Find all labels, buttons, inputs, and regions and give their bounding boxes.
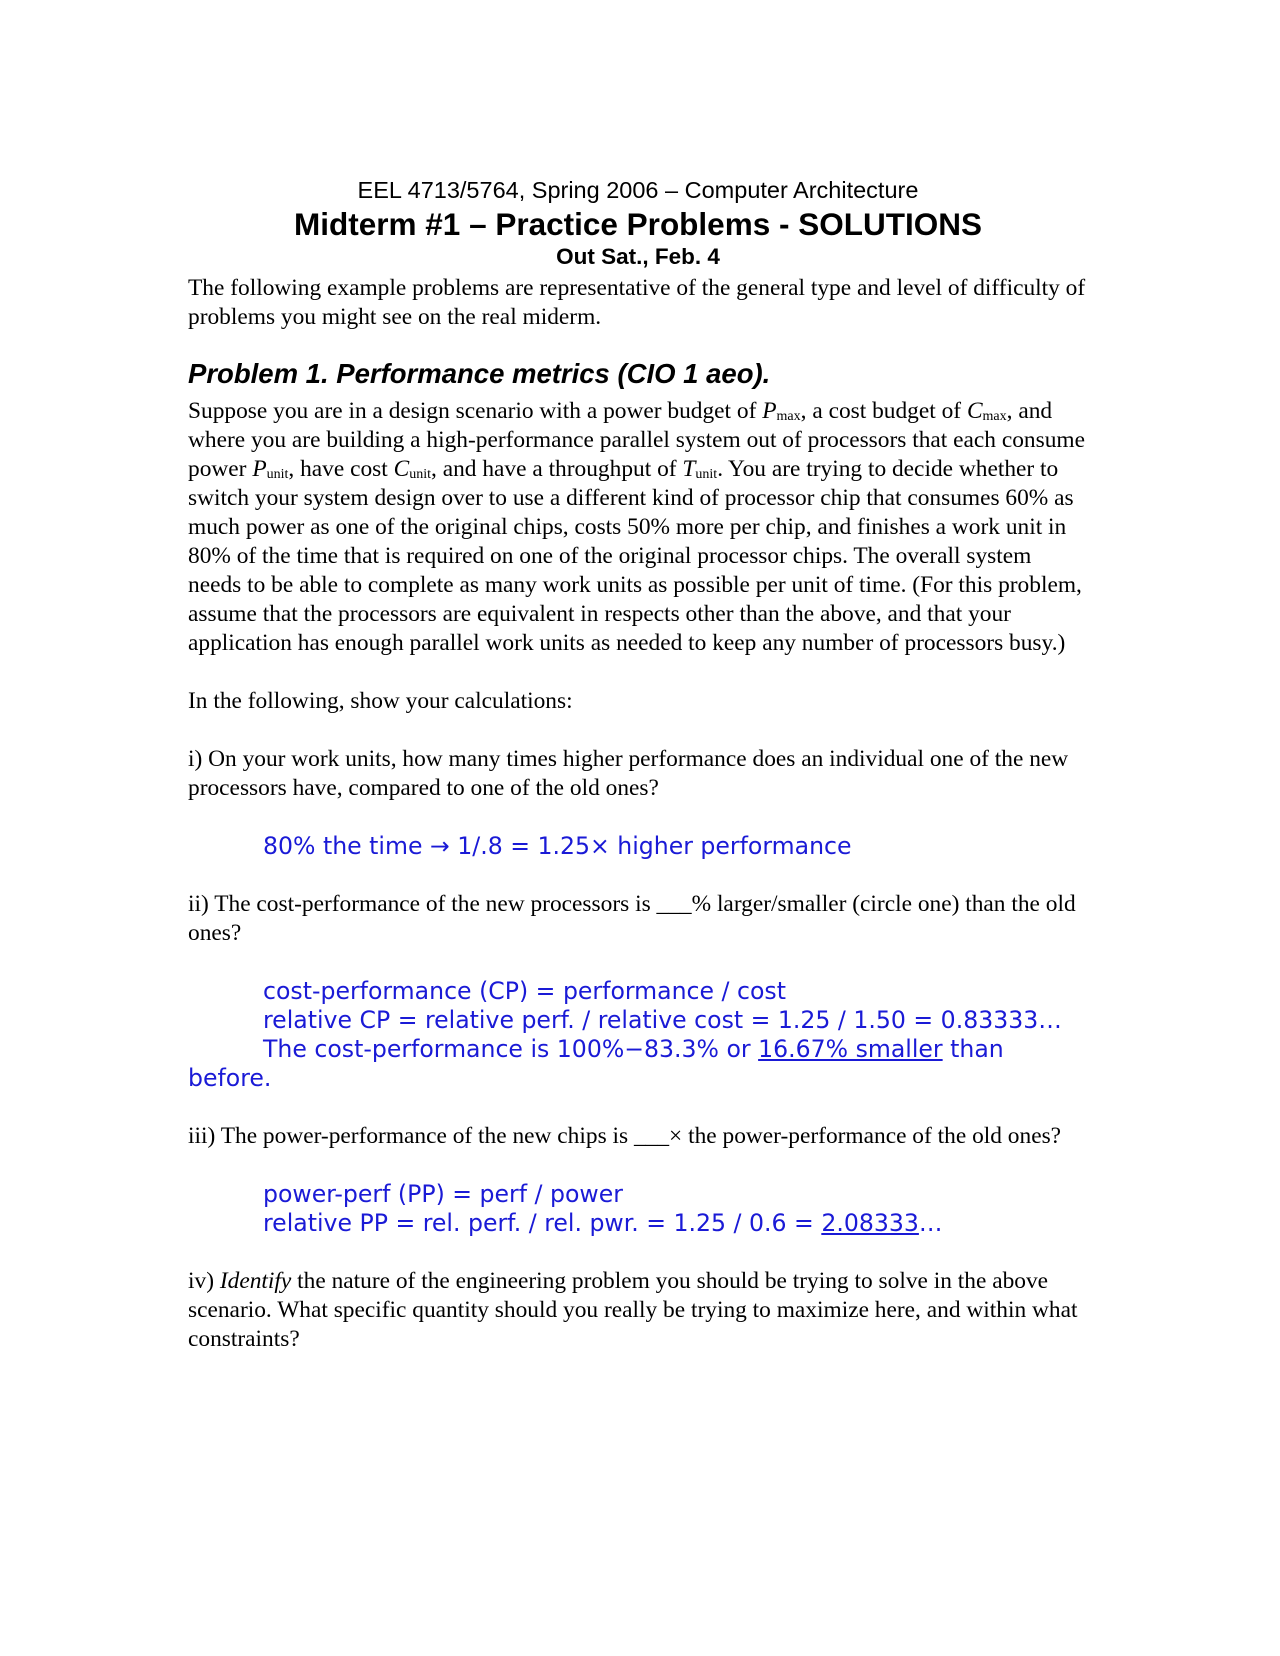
- scenario-text: , a cost budget of: [800, 398, 967, 424]
- document-title: Midterm #1 – Practice Problems - SOLUTIONS: [294, 206, 982, 242]
- question-ii: ii) The cost-performance of the new processors is ___% larger/smaller (circle one) than the old ones?: [188, 891, 1076, 946]
- var-t: T: [682, 456, 696, 482]
- scenario-text: , have cost: [288, 456, 394, 482]
- answer-i: 80% the time → 1/.8 = 1.25× higher performance: [263, 832, 852, 860]
- course-line: EEL 4713/5764, Spring 2006 – Computer Architecture: [357, 177, 919, 203]
- var-c: C: [393, 456, 410, 482]
- answer-iii-line-2-pre: relative PP = rel. perf. / rel. pwr. = 1.25 / 0.6 =: [263, 1209, 822, 1237]
- var-c: C: [966, 398, 983, 424]
- scenario-text: . You are trying to decide whether to switch your system design over to use a different kind of processor chip that consumes 60% as much power as one of the original chips, costs 50% more per chip, and finishes a work unit in 80% of the time that is required on one of the original processor chips. The overall system needs to be able to complete as many work units as possible per unit of time. (For this problem, assume that the processors are equivalent in respects other than the above, and that your application has enough parallel work units as needed to keep any number of processors busy.): [188, 456, 1082, 656]
- answer-ii-line-3-post: than before.: [188, 1035, 1004, 1092]
- document-page: [188, 174, 1088, 1354]
- scenario-text: Suppose you are in a design scenario with a power budget of: [188, 398, 763, 424]
- question-iii: iii) The power-performance of the new chips is ___× the power-performance of the old ones?: [188, 1123, 1062, 1149]
- var-p: P: [252, 456, 267, 482]
- subscript-unit: unit: [266, 467, 289, 482]
- question-iv: [188, 1267, 1088, 1354]
- scenario-paragraph: [188, 397, 1088, 658]
- release-date: Out Sat., Feb. 4: [556, 244, 720, 269]
- answer-ii-line-3: [188, 1035, 1088, 1093]
- answer-ii-line-2: [188, 1006, 1088, 1035]
- answer-ii-result: 16.67% smaller: [758, 1035, 943, 1063]
- question-iv-prefix: iv): [188, 1268, 220, 1294]
- subscript-unit: unit: [695, 467, 718, 482]
- answer-iii-line-1: power-perf (PP) = perf / power: [263, 1180, 623, 1208]
- scenario-text: , and where you are building a high-performance parallel system out of processors that each consume power: [188, 398, 1085, 482]
- subscript-max: max: [982, 409, 1007, 424]
- scenario-text: , and have a throughput of: [431, 456, 683, 482]
- answer-iii-line-2-post: …: [918, 1209, 943, 1237]
- instructions: In the following, show your calculations:: [188, 688, 573, 714]
- answer-iii-line-2: [188, 1209, 1088, 1238]
- problem-1-heading: Problem 1. Performance metrics (CIO 1 aeo).: [188, 358, 771, 389]
- subscript-max: max: [776, 409, 801, 424]
- question-iv-text: the nature of the engineering problem you should be trying to solve in the above scenario. What specific quantity should you really be trying to maximize here, and within what constraints?: [188, 1268, 1078, 1352]
- question-i: i) On your work units, how many times higher performance does an individual one of the new processors have, compared to one of the old ones?: [188, 746, 1069, 801]
- subscript-unit: unit: [409, 467, 432, 482]
- question-iv-emphasis: Identify: [219, 1268, 292, 1294]
- answer-iii-result: 2.08333: [821, 1209, 919, 1237]
- answer-ii-line-3-pre: The cost-performance is 100%−83.3% or: [263, 1035, 759, 1063]
- answer-ii-line-2-text: relative CP = relative perf. / relative cost = 1.25 / 1.50 = 0.83333…: [263, 1006, 1062, 1034]
- answer-ii-line-1: cost-performance (CP) = performance / cost: [263, 977, 786, 1005]
- var-p: P: [762, 398, 777, 424]
- intro-paragraph: The following example problems are representative of the general type and level of difficulty of problems you might see on the real miderm.: [188, 275, 1086, 330]
